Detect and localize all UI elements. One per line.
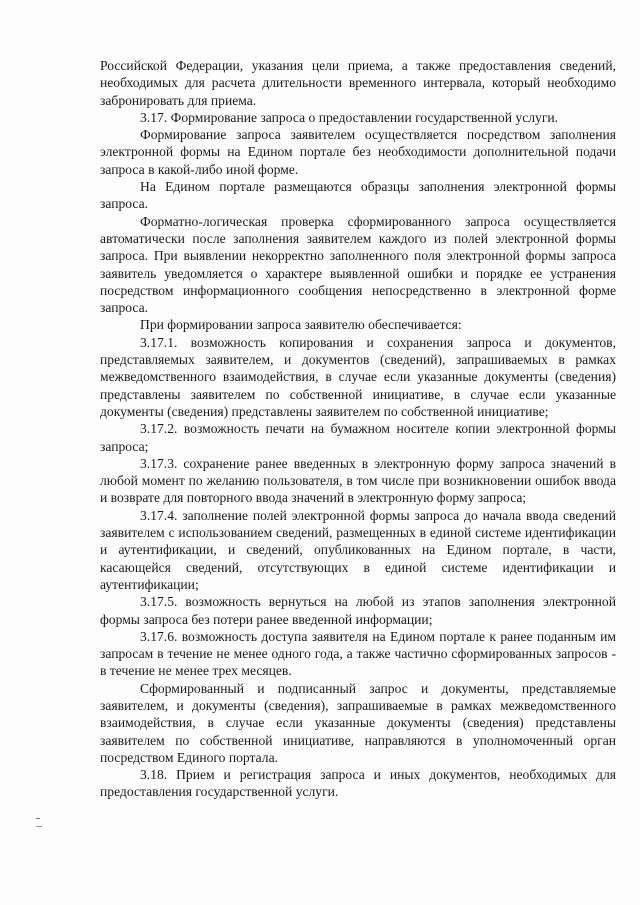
list-item-3-17-5: 3.17.5. возможность вернуться на любой из этапов заполнения электронной формы запроса без потери ранее введенной информации; xyxy=(100,594,616,627)
list-item-3-17-3: 3.17.3. сохранение ранее введенных в электронную форму запроса значений в любой момент по желанию пользователя, в том числе при возникновении ошибок ввода и возврате для повторного ввода значений в электронную форму запроса; xyxy=(100,455,616,506)
section-heading-3-18: 3.18. Прием и регистрация запроса и иных документов, необходимых для предоставления государственной услуги. xyxy=(100,767,616,800)
margin-mark xyxy=(36,826,42,827)
list-item-3-17-1: 3.17.1. возможность копирования и сохранения запроса и документов, представляемых заявителем, и документов (сведений), запрашиваемых в рамках межведомственного взаимодействия, в случае если указанные документы (сведения) представлены заявителем по собственной инициативе, в случае если указанные документы (сведения) представлены заявителем по собственной инициативе; xyxy=(100,334,616,419)
list-item-3-17-2: 3.17.2. возможность печати на бумажном носителе копии электронной формы запроса; xyxy=(100,421,616,454)
paragraph: При формировании запроса заявителю обеспечивается: xyxy=(140,317,462,333)
section-heading-3-17: 3.17. Формирование запроса о предоставлении государственной услуги. xyxy=(140,109,559,125)
paragraph: Форматно-логическая проверка сформированного запроса осуществляется автоматически после заполнения заявителем каждого из полей электронной формы запроса. При выявлении некорректно заполненного поля электронной формы запроса заявитель уведомляется о характере выявленной ошибки и порядке ее устранения посредством информационного сообщения непосредственно в электронной форме запроса. xyxy=(100,213,616,316)
paragraph-continuation: Российской Федерации, указания цели приема, а также предоставления сведений, необходимых для расчета длительности временного интервала, который необходимо забронировать для приема. xyxy=(100,58,616,108)
margin-mark xyxy=(36,818,40,819)
list-item-3-17-4: 3.17.4. заполнение полей электронной формы запроса до начала ввода сведений заявителем с использованием сведений, размещенных в единой системе идентификации и аутентификации, и сведений, опубликованных на Едином портале, в части, касающейся сведений, отсутствующих в единой системе идентификации и аутентификации; xyxy=(100,507,616,592)
paragraph: На Едином портале размещаются образцы заполнения электронной формы запроса. xyxy=(100,179,616,212)
paragraph: Сформированный и подписанный запрос и документы, представляемые заявителем, и документы (сведения), запрашиваемые в рамках межведомственного взаимодействия, в случае если указанные документы (сведения) представлены заявителем по собственной инициативе, направляются в уполномоченный орган посредством Единого портала. xyxy=(100,680,616,765)
paragraph: Формирование запроса заявителем осуществляется посредством заполнения электронной формы на Едином портале без необходимости дополнительной подачи запроса в какой-либо иной форме. xyxy=(100,127,616,177)
document-body xyxy=(100,57,616,801)
list-item-3-17-6: 3.17.6. возможность доступа заявителя на Едином портале к ранее поданным им запросам в течение не менее одного года, а также частично сформированных запросов - в течение не менее трех месяцев. xyxy=(100,628,616,679)
